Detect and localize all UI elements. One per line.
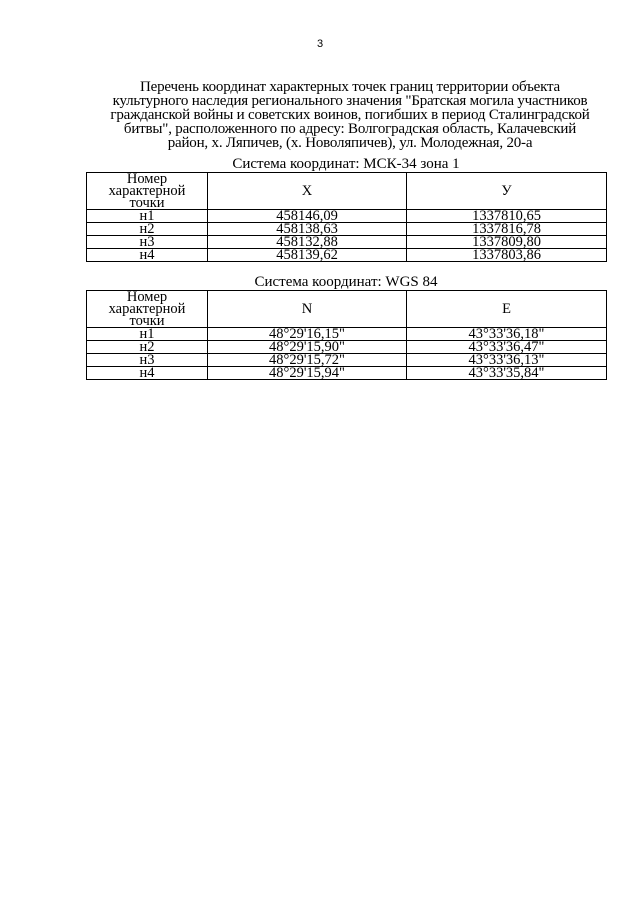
cell-point: н3	[87, 236, 208, 249]
header-x: X	[208, 173, 407, 210]
document-title	[92, 80, 608, 150]
page-number: 3	[316, 38, 324, 50]
cell-n: 48°29'15,90"	[208, 341, 407, 354]
cell-point: н4	[87, 249, 208, 262]
cell-n: 48°29'15,72"	[208, 354, 407, 367]
cell-n: 48°29'15,94"	[208, 367, 407, 380]
cell-y: 1337803,86	[407, 249, 607, 262]
cell-x: 458132,88	[208, 236, 407, 249]
header-point-line: характерной	[108, 301, 186, 317]
cell-y: 1337816,78	[407, 223, 607, 236]
title-line: район, х. Ляпичев, (х. Новоляпичев), ул. Молодежная, 20-а	[167, 135, 533, 151]
cell-y: 1337809,80	[407, 236, 607, 249]
cell-e: 43°33'36,13"	[407, 354, 607, 367]
header-point-line: характерной	[108, 183, 186, 199]
cell-point: н4	[87, 367, 208, 380]
header-n: N	[208, 291, 407, 328]
coordinates-table-wgs84	[86, 290, 607, 380]
cell-e: 43°33'36,47"	[407, 341, 607, 354]
cell-x: 458146,09	[208, 210, 407, 223]
cell-point: н1	[87, 210, 208, 223]
cell-y: 1337810,65	[407, 210, 607, 223]
cell-e: 43°33'35,84"	[407, 367, 607, 380]
coordinate-system-caption-wgs84: Система координат: WGS 84	[254, 274, 438, 290]
header-point-number	[87, 291, 208, 328]
cell-point: н2	[87, 223, 208, 236]
header-y: У	[407, 173, 607, 210]
header-point-number	[87, 173, 208, 210]
table-header-row	[87, 291, 607, 328]
title-line: культурного наследия регионального значения "Братская могила участников	[112, 93, 588, 109]
header-point-line: Номер	[126, 289, 168, 305]
cell-e: 43°33'36,18"	[407, 328, 607, 341]
cell-point: н3	[87, 354, 208, 367]
coordinates-table-msk34	[86, 172, 607, 262]
table-row	[87, 367, 607, 380]
title-line: битвы", расположенного по адресу: Волгоградская область, Калачевский	[123, 121, 577, 137]
header-point-line: точки	[129, 313, 165, 329]
coordinate-system-caption-msk34: Система координат: МСК-34 зона 1	[232, 156, 460, 172]
title-line: гражданской войны и советских воинов, погибших в период Сталинградской	[110, 107, 590, 123]
title-line: Перечень координат характерных точек границ территории объекта	[140, 79, 560, 95]
header-e: E	[407, 291, 607, 328]
cell-point: н1	[87, 328, 208, 341]
cell-point: н2	[87, 341, 208, 354]
table-row	[87, 249, 607, 262]
cell-n: 48°29'16,15"	[208, 328, 407, 341]
cell-x: 458139,62	[208, 249, 407, 262]
table-header-row	[87, 173, 607, 210]
cell-x: 458138,63	[208, 223, 407, 236]
header-point-line: точки	[129, 195, 165, 211]
header-point-line: Номер	[126, 171, 168, 187]
